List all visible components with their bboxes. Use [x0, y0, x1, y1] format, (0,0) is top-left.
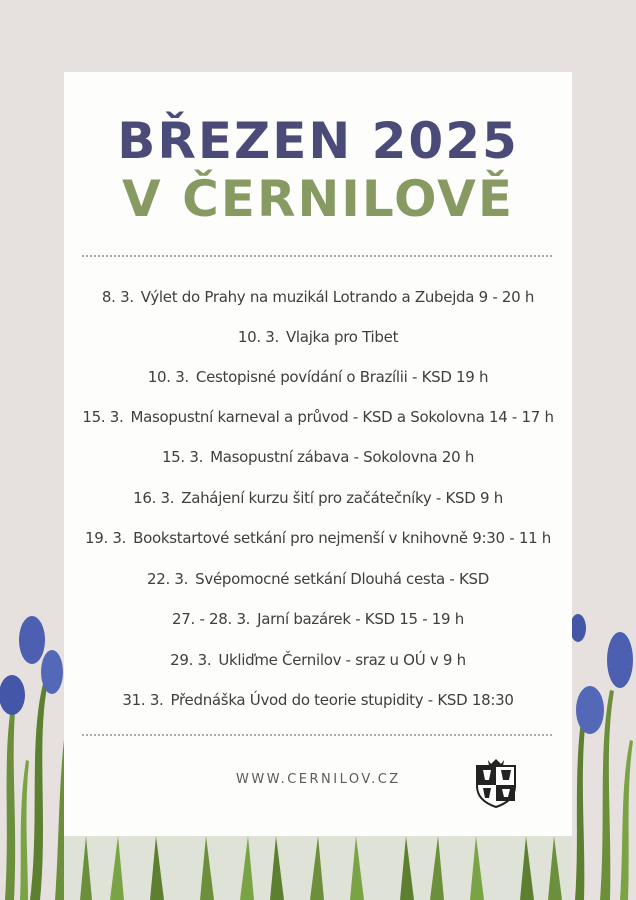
- event-date: 8. 3.: [101, 288, 134, 306]
- event-text: Masopustní zábava - Sokolovna 20 h: [210, 448, 475, 466]
- page-title-month: BŘEZEN 2025: [117, 112, 519, 170]
- event-text: Výlet do Prahy na muzikál Lotrando a Zubejda 9 - 20 h: [140, 288, 535, 306]
- event-item: [64, 651, 572, 669]
- event-text: Jarní bazárek - KSD 15 - 19 h: [257, 610, 464, 628]
- event-item: [64, 691, 572, 709]
- bottom-grass-strip: [64, 836, 572, 900]
- event-text: Přednáška Úvod do teorie stupidity - KSD 18:30: [170, 691, 514, 709]
- event-text: Vlajka pro Tibet: [285, 328, 399, 346]
- event-item: [64, 408, 572, 426]
- event-date: 27. - 28. 3.: [172, 610, 251, 628]
- event-date: 10. 3.: [237, 328, 279, 346]
- coat-of-arms-icon: [473, 758, 519, 808]
- event-date: 31. 3.: [122, 691, 164, 709]
- page-title-place: V ČERNILOVĚ: [122, 170, 514, 228]
- event-text: Ukliďme Černilov - sraz u OÚ v 9 h: [218, 651, 466, 669]
- event-date: 15. 3.: [161, 448, 204, 466]
- website-link[interactable]: WWW.CERNILOV.CZ: [236, 772, 401, 787]
- event-item: [64, 328, 572, 346]
- event-item: [64, 610, 572, 628]
- event-date: 16. 3.: [133, 489, 175, 507]
- event-item: [64, 529, 572, 547]
- event-item: [64, 288, 572, 306]
- event-text: Masopustní karneval a průvod - KSD a Sokolovna 14 - 17 h: [130, 408, 554, 426]
- event-item: [64, 368, 572, 386]
- event-date: 29. 3.: [170, 651, 212, 669]
- top-divider: [82, 255, 552, 257]
- event-date: 19. 3.: [84, 529, 127, 547]
- event-item: [64, 448, 572, 466]
- event-text: Cestopisné povídání o Brazílii - KSD 19 h: [195, 368, 489, 386]
- event-text: Svépomocné setkání Dlouhá cesta - KSD: [195, 570, 489, 588]
- event-date: 22. 3.: [147, 570, 189, 588]
- event-text: Zahájení kurzu šití pro začátečníky - KSD 9 h: [181, 489, 503, 507]
- event-item: [64, 570, 572, 588]
- event-date: 10. 3.: [147, 368, 189, 386]
- event-item: [64, 489, 572, 507]
- bottom-divider: [82, 734, 552, 736]
- event-date: 15. 3.: [82, 408, 124, 426]
- event-text: Bookstartové setkání pro nejmenší v knihovně 9:30 - 11 h: [133, 529, 551, 547]
